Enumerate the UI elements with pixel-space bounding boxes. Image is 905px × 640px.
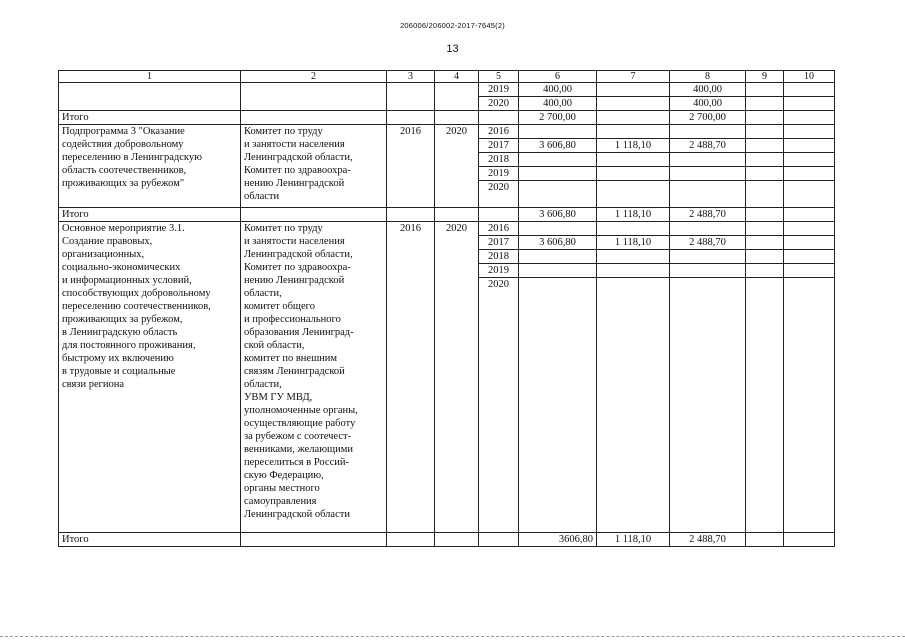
total-amount-cell [519,125,597,139]
year-cell: 2018 [479,250,519,264]
federal-amount-cell: 1 118,10 [597,139,670,153]
table-row [59,222,835,236]
year-cell: 2019 [479,83,519,97]
regional-amount-cell [670,278,746,533]
measure-executor: Комитет по труду и занятости населения Ленинградской области, Комитет по здравоохра- нению Ленинградской области, комитет общего и профессионального образования Ленинград- ской области, комитет по внешним связям Ленинградской области, УВМ ГУ МВД, уполномоченные органы, осуществляющие работу за рубежом с соотечест- венниками, желающими переселиться в Россий- скую Федерацию, органы местного самоуправления Ленинградской области [241,222,387,533]
regional-amount-cell: 400,00 [670,97,746,111]
federal-amount-cell: 1 118,10 [597,236,670,250]
start-year: 2016 [387,125,435,208]
subprogram-name: Подпрограмма 3 "Оказание содействия добровольному переселению в Ленинградскую область соотечественников, проживающих за рубежом" [59,125,241,208]
federal-amount-cell [597,250,670,264]
column-header: 8 [670,71,746,83]
column-header: 5 [479,71,519,83]
table-row [59,83,835,97]
column-header: 2 [241,71,387,83]
total-amount-cell [519,153,597,167]
federal-amount-cell [597,125,670,139]
federal-amount-cell [597,167,670,181]
column-header: 4 [435,71,479,83]
federal-amount-cell [597,111,670,125]
measure-name: Основное мероприятие 3.1. Создание правовых, организационных, социально-экономических и информационных условий, способствующих добровольному переселению соотечественников, проживающих за рубежом, в Ленинградскую область для постоянного проживания, быстрому их включению в трудовые и социальные связи региона [59,222,241,533]
year-cell: 2019 [479,167,519,181]
total-amount-cell: 3 606,80 [519,139,597,153]
end-year: 2020 [435,222,479,533]
total-row [59,533,835,547]
column-header: 10 [784,71,835,83]
subprogram-executor: Комитет по труду и занятости населения Ленинградской области, Комитет по здравоохра- нению Ленинградской области [241,125,387,208]
total-row [59,111,835,125]
start-year: 2016 [387,222,435,533]
regional-amount-cell: 2 488,70 [670,208,746,222]
federal-amount-cell: 1 118,10 [597,208,670,222]
total-amount-cell: 3 606,80 [519,208,597,222]
federal-amount-cell [597,97,670,111]
federal-amount-cell [597,83,670,97]
column-header: 7 [597,71,670,83]
regional-amount-cell: 2 488,70 [670,236,746,250]
regional-amount-cell: 2 488,70 [670,139,746,153]
total-amount-cell [519,181,597,208]
federal-amount-cell [597,181,670,208]
document-id: 206006/206002-2017-7645(2) [400,21,505,30]
total-amount-cell [519,167,597,181]
end-year: 2020 [435,125,479,208]
scan-edge-line [0,636,905,638]
regional-amount-cell [670,222,746,236]
column-header: 6 [519,71,597,83]
regional-amount-cell [670,250,746,264]
year-cell: 2017 [479,139,519,153]
year-cell: 2018 [479,153,519,167]
year-cell: 2016 [479,222,519,236]
total-row [59,208,835,222]
total-amount-cell [519,250,597,264]
year-cell: 2016 [479,125,519,139]
total-amount-cell: 3 606,80 [519,236,597,250]
regional-amount-cell [670,181,746,208]
budget-table [58,70,835,547]
federal-amount-cell [597,264,670,278]
regional-amount-cell [670,167,746,181]
total-amount-cell [519,264,597,278]
total-label: Итого [59,533,241,547]
total-label: Итого [59,111,241,125]
column-header: 3 [387,71,435,83]
table-row [59,125,835,139]
regional-amount-cell [670,153,746,167]
federal-amount-cell [597,222,670,236]
total-amount-cell: 400,00 [519,83,597,97]
total-amount-cell [519,278,597,533]
total-amount-cell: 3606,80 [519,533,597,547]
column-header: 9 [746,71,784,83]
year-cell: 2017 [479,236,519,250]
year-cell: 2020 [479,181,519,208]
total-label: Итого [59,208,241,222]
regional-amount-cell: 2 700,00 [670,111,746,125]
federal-amount-cell: 1 118,10 [597,533,670,547]
page-number: 13 [446,43,459,55]
regional-amount-cell [670,264,746,278]
regional-amount-cell: 2 488,70 [670,533,746,547]
federal-amount-cell [597,153,670,167]
total-amount-cell [519,222,597,236]
total-amount-cell: 2 700,00 [519,111,597,125]
federal-amount-cell [597,278,670,533]
year-cell: 2019 [479,264,519,278]
column-number-row [59,71,835,83]
column-header: 1 [59,71,241,83]
total-amount-cell: 400,00 [519,97,597,111]
year-cell: 2020 [479,278,519,533]
regional-amount-cell: 400,00 [670,83,746,97]
year-cell: 2020 [479,97,519,111]
regional-amount-cell [670,125,746,139]
